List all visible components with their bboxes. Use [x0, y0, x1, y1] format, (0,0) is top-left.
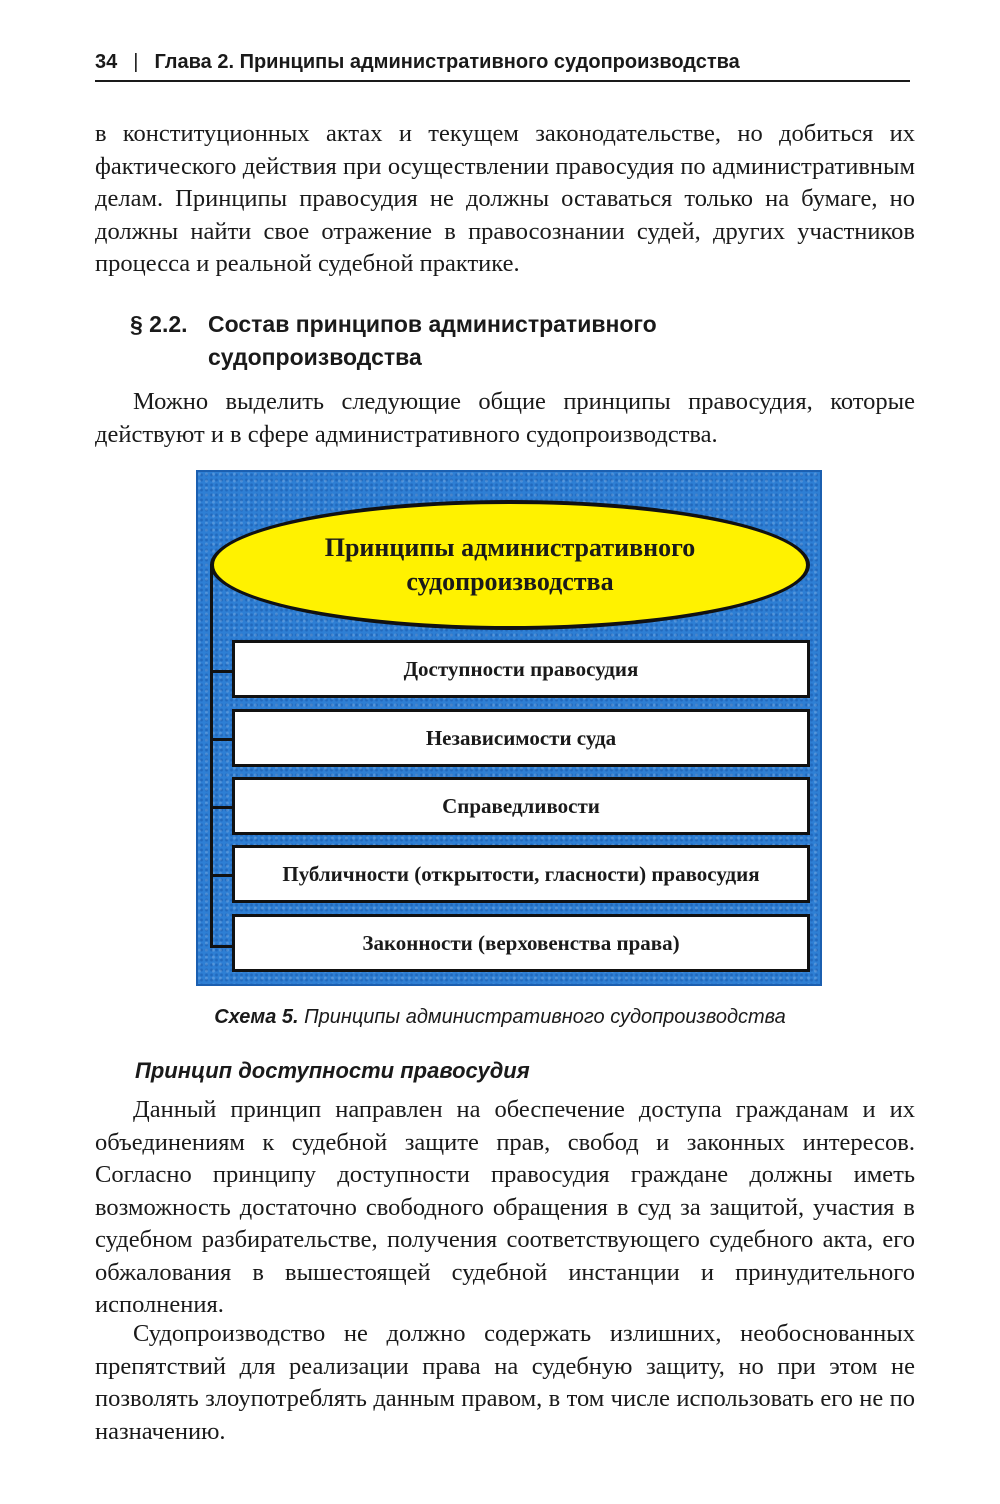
diagram-tick	[210, 670, 234, 673]
principle-box-legality: Законности (верховенства права)	[232, 914, 810, 972]
diagram-title-line1: Принципы административного	[324, 533, 696, 562]
section-title-line2: судопроизводства	[208, 344, 422, 370]
section-intro-paragraph: Можно выделить следующие общие принципы правосудия, которые действуют и в сфере административного судопроизводства.	[95, 388, 915, 448]
subheading: Принцип доступности правосудия	[135, 1058, 530, 1083]
caption-label: Схема 5.	[214, 1006, 299, 1028]
paragraph-accessibility-2: Судопроизводство не должно содержать излишних, необоснованных препятствий для реализации права на судебную защиту, но при этом не позволять злоупотреблять данным правом, в том числе использовать его не по назначению.	[95, 1320, 915, 1445]
chapter-title: Глава 2. Принципы административного судопроизводства	[154, 51, 740, 73]
principle-box-independence: Независимости суда	[232, 709, 810, 767]
diagram-tick	[210, 874, 234, 877]
diagram-caption	[0, 1006, 1000, 1029]
diagram-tick	[210, 806, 234, 809]
principle-box-fairness: Справедливости	[232, 777, 810, 835]
paragraph-accessibility-1: Данный принцип направлен на обеспечение доступа гражданам и их объединениям к судебной защите прав, свобод и законных интересов. Согласно принципу доступности правосудия граждане должны иметь возможность достаточно свободного обращения в суд за защитой, участия в судебном разбирательстве, получения соответствующего судебного акта, его обжалования в вышестоящей судебной инстанции и принудительного исполнения.	[95, 1096, 915, 1318]
section-heading	[130, 308, 830, 374]
section-title-line1: Состав принципов административного	[208, 311, 657, 337]
principle-box-accessibility: Доступности правосудия	[232, 640, 810, 698]
diagram-tick	[210, 945, 234, 948]
diagram-title-ellipse	[210, 500, 810, 630]
intro-paragraph: в конституционных актах и текущем законодательстве, но добиться их фактического действия при осуществлении правосудия по административным делам. Принципы правосудия не должны оставаться только на бумаге, но должны найти свое отражение в правосознании судей, других участников процесса и реальной судебной практике.	[95, 120, 915, 277]
section-number: § 2.2.	[130, 311, 188, 337]
diagram-connector-line	[210, 564, 213, 948]
page-number: 34	[95, 51, 118, 73]
diagram-title-line2: судопроизводства	[406, 567, 614, 596]
header-separator: |	[133, 51, 139, 73]
diagram-tick	[210, 738, 234, 741]
page-header	[95, 44, 910, 82]
principles-diagram	[196, 470, 822, 986]
principle-box-publicity: Публичности (открытости, гласности) правосудия	[232, 845, 810, 903]
caption-text: Принципы административного судопроизводства	[304, 1006, 786, 1028]
